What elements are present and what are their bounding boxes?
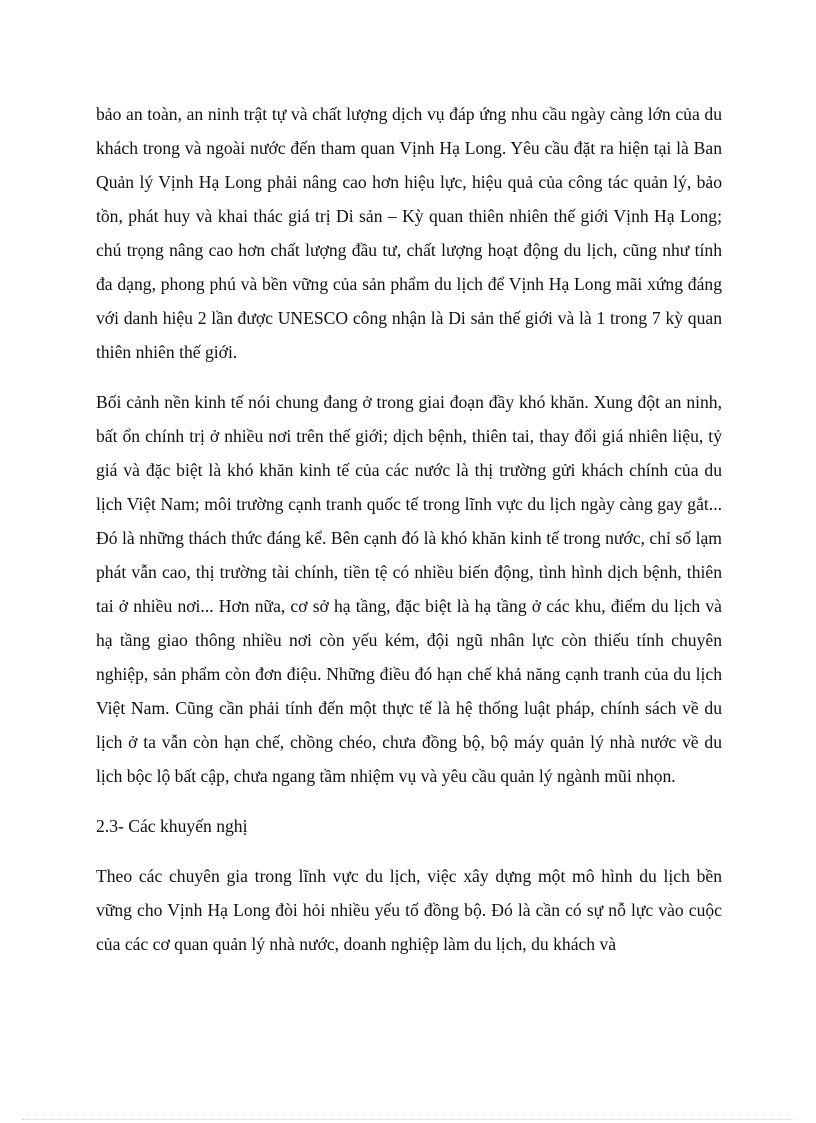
paragraph-expert-opinion: Theo các chuyên gia trong lĩnh vực du lịch, việc xây dựng một mô hình du lịch bền vững cho Vịnh Hạ Long đòi hỏi nhiều yếu tố đồng bộ. Đó là cần có sự nỗ lực vào cuộc của các cơ quan quản lý nhà nước, doanh nghiệp làm du lịch, du khách và [96,866,722,954]
paragraph-economic-context: Bối cảnh nền kinh tế nói chung đang ở trong giai đoạn đầy khó khăn. Xung đột an ninh, bất ổn chính trị ở nhiều nơi trên thế giới; dịch bệnh, thiên tai, thay đổi giá nhiên liệu, tỷ giá và đặc biệt là khó khăn kinh tế của các nước là thị trường gửi khách chính của du lịch Việt Nam; môi trường cạnh tranh quốc tế trong lĩnh vực du lịch ngày càng gay gắt... Đó là những thách thức đáng kể. Bên cạnh đó là khó khăn kinh tế trong nước, chỉ số lạm phát vẫn cao, thị trường tài chính, tiền tệ có nhiều biến động, tình hình dịch bệnh, thiên tai ở nhiều nơi... Hơn nữa, cơ sở hạ tầng, đặc biệt là hạ tầng ở các khu, điểm du lịch và hạ tầng giao thông nhiều nơi còn yếu kém, đội ngũ nhân lực còn thiếu tính chuyên nghiệp, sản phẩm còn đơn điệu. Những điều đó hạn chế khả năng cạnh tranh của du lịch Việt Nam. Cũng cần phải tính đến một thực tế là hệ thống luật pháp, chính sách về du lịch ở ta vẫn còn hạn chế, chồng chéo, chưa đồng bộ, bộ máy quản lý nhà nước về du lịch bộc lộ bất cập, chưa ngang tầm nhiệm vụ và yêu cầu quản lý ngành mũi nhọn. [96,392,722,786]
section-heading-recommendations: 2.3- Các khuyến nghị [96,816,248,836]
document-body [96,97,722,961]
paragraph-ha-long-management: bảo an toàn, an ninh trật tự và chất lượng dịch vụ đáp ứng nhu cầu ngày càng lớn của du khách trong và ngoài nước đến tham quan Vịnh Hạ Long. Yêu cầu đặt ra hiện tại là Ban Quản lý Vịnh Hạ Long phải nâng cao hơn hiệu lực, hiệu quả của công tác quản lý, bảo tồn, phát huy và khai thác giá trị Di sản – Kỳ quan thiên nhiên thế giới Vịnh Hạ Long; chú trọng nâng cao hơn chất lượng đầu tư, chất lượng hoạt động du lịch, cũng như tính đa dạng, phong phú và bền vững của sản phẩm du lịch để Vịnh Hạ Long mãi xứng đáng với danh hiệu 2 lần được UNESCO công nhận là Di sản thế giới và là 1 trong 7 kỳ quan thiên nhiên thế giới. [96,104,722,362]
page-bottom-border [22,1119,794,1120]
